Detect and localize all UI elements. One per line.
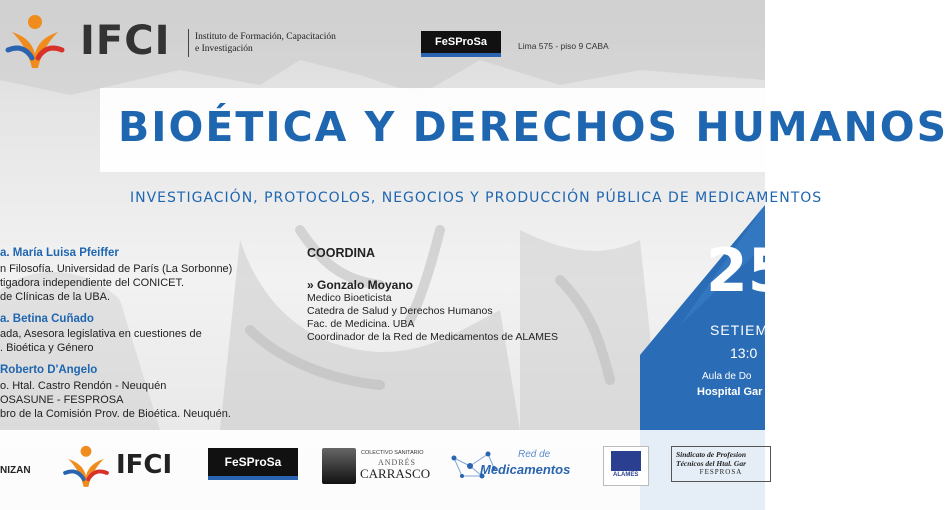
event-place-hospital: Hospital Gar <box>697 386 763 398</box>
speaker-1-line: n Filosofía. Universidad de París (La Sorbonne) <box>0 263 233 275</box>
ifci-logo-icon <box>62 442 110 490</box>
event-month: SETIEM <box>710 322 769 338</box>
speaker-2-line: ada, Asesora legislativa en cuestiones de <box>0 328 202 340</box>
alames-logo <box>603 446 649 486</box>
event-place-room: Aula de Do <box>702 371 752 382</box>
fesprosa-logo: FeSProSa <box>421 31 501 57</box>
speaker-1-line: tigadora independiente del CONICET. <box>0 277 185 289</box>
institute-name <box>195 31 365 55</box>
andres-carrasco-collective: COLECTIVO SANITARIO <box>361 450 424 456</box>
red-medicamentos-line1: Red de <box>518 449 551 460</box>
coordinator-line: Coordinador de la Red de Medicamentos de ALAMES <box>307 331 558 343</box>
organizers-label: NIZAN <box>0 465 31 476</box>
red-medicamentos-line2: Medicamentos <box>480 462 571 477</box>
institute-name-line2: e Investigación <box>195 44 253 54</box>
venue-address: Lima 575 - piso 9 CABA <box>518 41 609 51</box>
sindicato-line3: FESPROSA <box>699 468 743 476</box>
event-day: 25 <box>706 236 790 306</box>
andres-carrasco-lastname: CARRASCO <box>360 466 431 481</box>
coordina-heading: COORDINA <box>307 246 376 260</box>
coordinator-line: Medico Bioeticista <box>307 292 392 304</box>
sindicato-line1: Sindicato de Profesion <box>676 450 747 459</box>
sindicato-logo <box>671 446 771 482</box>
sindicato-line2: Técnicos del Htal. Gar <box>676 459 746 468</box>
andres-carrasco-photo <box>322 448 356 484</box>
coordinator-line: Catedra de Salud y Derechos Humanos <box>307 305 493 317</box>
event-time: 13:0 <box>730 345 758 361</box>
alames-text: ALAMES <box>613 472 639 478</box>
speaker-1-name: a. María Luisa Pfeiffer <box>0 247 119 259</box>
footer-fesprosa-logo: FeSProSa <box>208 448 298 480</box>
header-divider <box>188 29 189 57</box>
event-title: BIOÉTICA Y DERECHOS HUMANOS <box>118 103 948 151</box>
ifci-logo-icon <box>4 10 66 72</box>
speaker-2-name: a. Betina Cuñado <box>0 313 94 325</box>
coordinator-line: Fac. de Medicina. UBA <box>307 318 415 330</box>
event-subtitle: INVESTIGACIÓN, PROTOCOLOS, NEGOCIOS Y PRODUCCIÓN PÚBLICA DE MEDICAMENTOS <box>130 190 823 206</box>
alames-emblem <box>611 451 641 471</box>
speaker-3-line: o. Htal. Castro Rendón - Neuquén <box>0 380 167 392</box>
speaker-1-line: de Clínicas de la UBA. <box>0 291 111 303</box>
footer-ifci-wordmark: IFCI <box>116 450 173 480</box>
andres-carrasco-firstname: ANDRÉS <box>378 458 417 467</box>
ifci-wordmark: IFCI <box>80 18 171 64</box>
speaker-2-line: . Bioética y Género <box>0 342 94 354</box>
coordinator-name: » Gonzalo Moyano <box>307 278 414 292</box>
speaker-3-line: bro de la Comisión Prov. de Bioética. Neuquén. <box>0 408 231 420</box>
institute-name-line1: Instituto de Formación, Capacitación <box>195 32 336 42</box>
speaker-3-line: OSASUNE - FESPROSA <box>0 394 124 406</box>
speaker-3-name: Roberto D'Angelo <box>0 364 98 376</box>
